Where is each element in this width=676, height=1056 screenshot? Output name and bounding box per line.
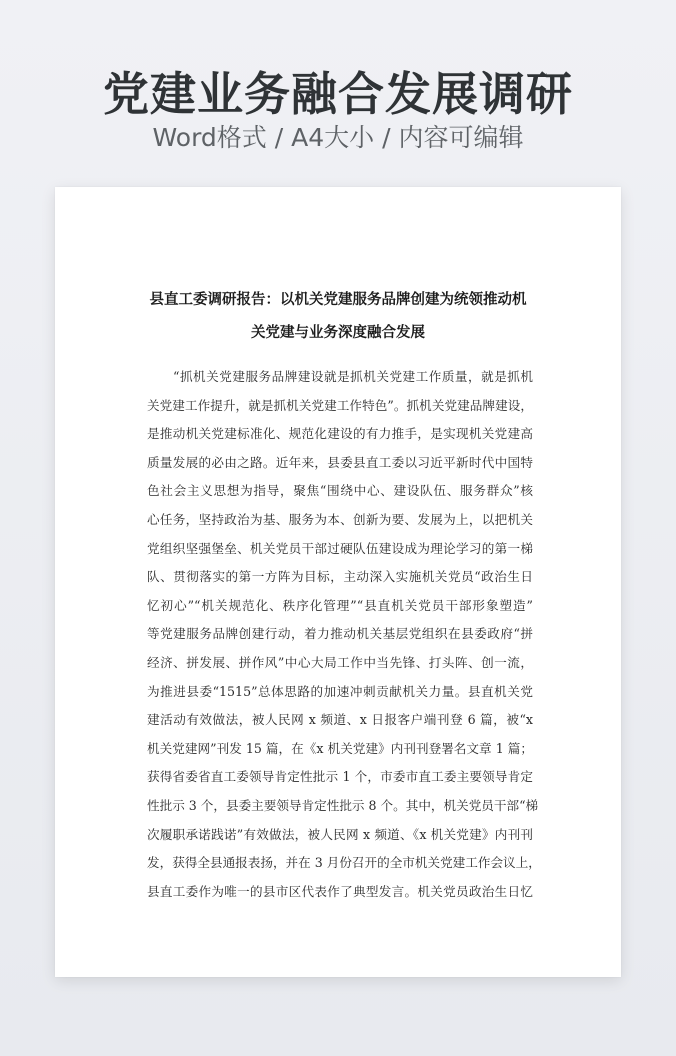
body-line: 经济、拼发展、拼作风”中心大局工作中当先锋、打头阵、创一流， (147, 654, 533, 670)
body-line: 色社会主义思想为指导，聚焦“围绕中心、建设队伍、服务群众”核 (147, 483, 533, 499)
page-header (0, 0, 676, 180)
body-line: 等党建服务品牌创建行动，着力推动机关基层党组织在县委政府“拼 (147, 626, 533, 642)
document-title (125, 283, 551, 349)
body-line: 队、贯彻落实的第一方阵为目标，主动深入实施机关党员“政治生日 (147, 569, 533, 585)
body-line: 关党建工作提升，就是抓机关党建工作特色”。抓机关党建品牌建设， (147, 397, 533, 413)
body-line: 县直工委作为唯一的县市区代表作了典型发言。机关党员政治生日忆 (147, 883, 533, 899)
document-body (147, 363, 541, 906)
body-line: 性批示 3 个，县委主要领导肯定性批示 8 个。其中，机关党员干部“梯 (147, 797, 539, 813)
body-line: 忆初心”“机关规范化、秩序化管理”“县直机关党员干部形象塑造” (147, 597, 533, 613)
document-title-line: 关党建与业务深度融合发展 (251, 324, 425, 341)
body-line: 党组织坚强堡垒、机关党员干部过硬队伍建设成为理论学习的第一梯 (147, 540, 533, 556)
document-page (55, 187, 621, 977)
body-line: 次履职承诺践诺”有效做法，被人民网 x 频道、《x 机关党建》内刊刊 (147, 826, 533, 842)
body-line: 建活动有效做法，被人民网 x 频道、x 日报客户端刊登 6 篇，被“x (147, 712, 533, 728)
document-title-line: 县直工委调研报告：以机关党建服务品牌创建为统领推动机 (149, 291, 527, 308)
page-subtitle: Word格式 / A4大小 / 内容可编辑 (152, 123, 524, 152)
body-line: 为推进县委“1515”总体思路的加速冲刺贡献机关力量。县直机关党 (147, 683, 533, 699)
body-line: 心任务，坚持政治为基、服务为本、创新为要、发展为上，以把机关 (147, 511, 533, 527)
body-line: 是推动机关党建标准化、规范化建设的有力推手，是实现机关党建高 (147, 426, 533, 442)
body-line: “抓机关党建服务品牌建设就是抓机关党建工作质量，就是抓机 (173, 369, 533, 384)
body-line: 获得省委省直工委领导肯定性批示 1 个，市委市直工委主要领导肯定 (147, 769, 533, 785)
body-line: 发，获得全县通报表扬，并在 3 月份召开的全市机关党建工作会议上， (147, 855, 541, 871)
body-line: 机关党建网”刊发 15 篇，在《x 机关党建》内刊刊登署名文章 1 篇； (147, 740, 533, 756)
page-title: 党建业务融合发展调研 (103, 67, 573, 121)
body-line: 质量发展的必由之路。近年来，县委县直工委以习近平新时代中国特 (147, 454, 533, 470)
